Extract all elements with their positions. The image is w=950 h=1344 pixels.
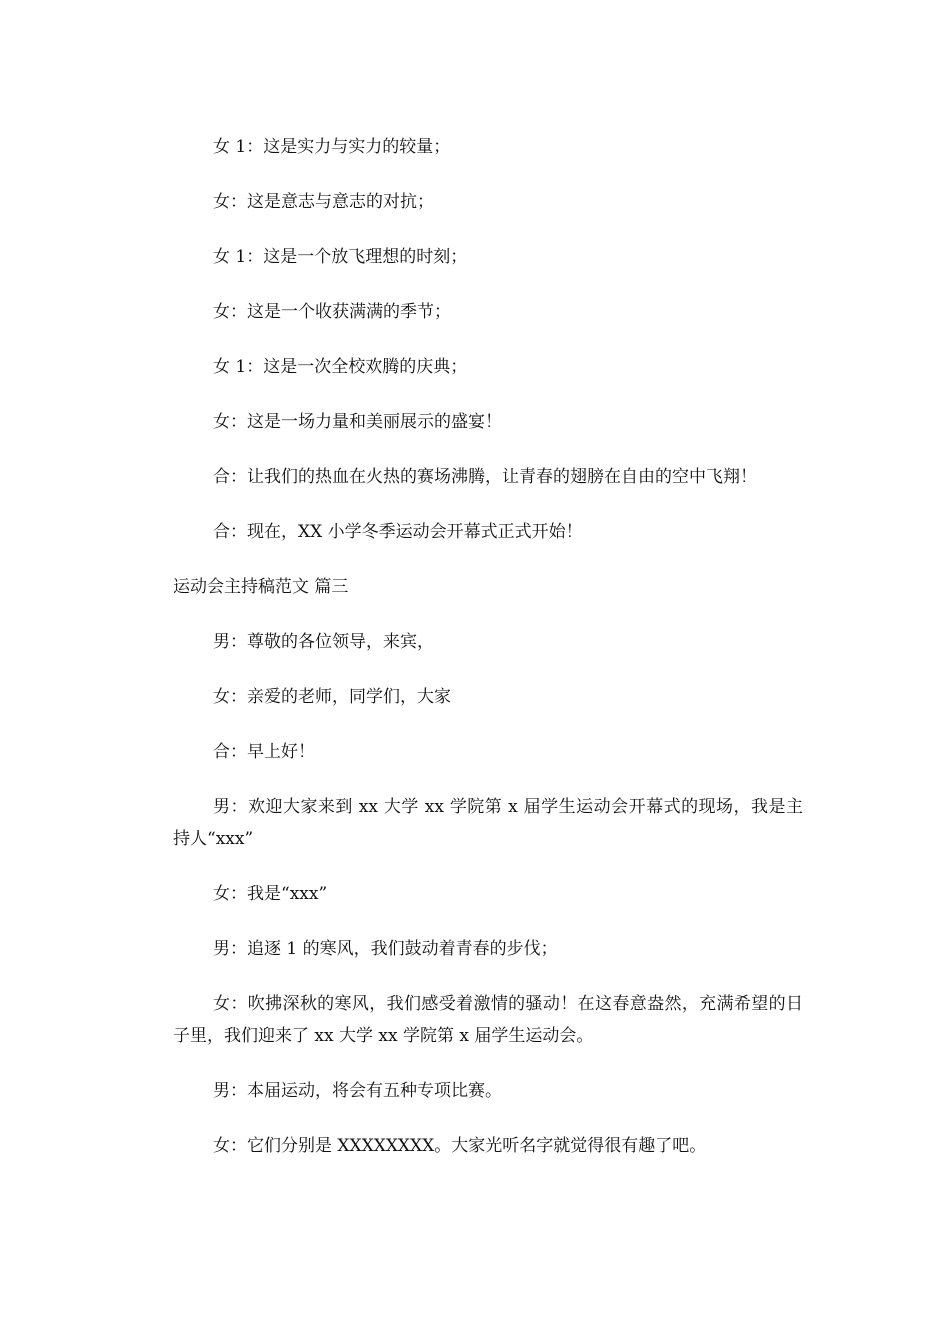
paragraph-line-11: 女：亲爱的老师，同学们，大家	[213, 687, 451, 707]
paragraph-line-8: 合：现在，XX 小学冬季运动会开幕式正式开始！	[213, 522, 583, 542]
paragraph-line-18: 女：它们分别是 XXXXXXXX。大家光听名字就觉得很有趣了吧。	[213, 1136, 707, 1156]
paragraph-line-3: 女 1：这是一个放飞理想的时刻；	[213, 247, 468, 267]
paragraph-line-12: 合：早上好！	[213, 742, 315, 762]
paragraph-line-13: 男：欢迎大家来到 xx 大学 xx 学院第 x 届学生运动会开幕式的现场，我是主持人“xxx”	[173, 797, 803, 849]
paragraph-line-10: 男：尊敬的各位领导，来宾，	[213, 632, 434, 652]
paragraph-line-4: 女：这是一个收获满满的季节；	[213, 302, 451, 322]
paragraph-line-17: 男：本届运动，将会有五种专项比赛。	[213, 1081, 502, 1101]
paragraph-line-6: 女：这是一场力量和美丽展示的盛宴！	[213, 412, 502, 432]
paragraph-line-1: 女 1：这是实力与实力的较量；	[213, 137, 451, 157]
paragraph-line-14: 女：我是“xxx”	[213, 884, 328, 904]
document-body	[173, 131, 803, 1185]
paragraph-line-5: 女 1：这是一次全校欢腾的庆典；	[213, 357, 468, 377]
paragraph-line-7: 合：让我们的热血在火热的赛场沸腾，让青春的翅膀在自由的空中飞翔！	[213, 467, 757, 487]
paragraph-line-15: 男：追逐 1 的寒风，我们鼓动着青春的步伐；	[213, 939, 558, 959]
section-heading: 运动会主持稿范文 篇三	[173, 577, 349, 597]
paragraph-line-16: 女：吹拂深秋的寒风，我们感受着激情的骚动！在这春意盎然，充满希望的日子里，我们迎来了 xx 大学 xx 学院第 x 届学生运动会。	[173, 994, 803, 1046]
paragraph-line-2: 女：这是意志与意志的对抗；	[213, 192, 434, 212]
